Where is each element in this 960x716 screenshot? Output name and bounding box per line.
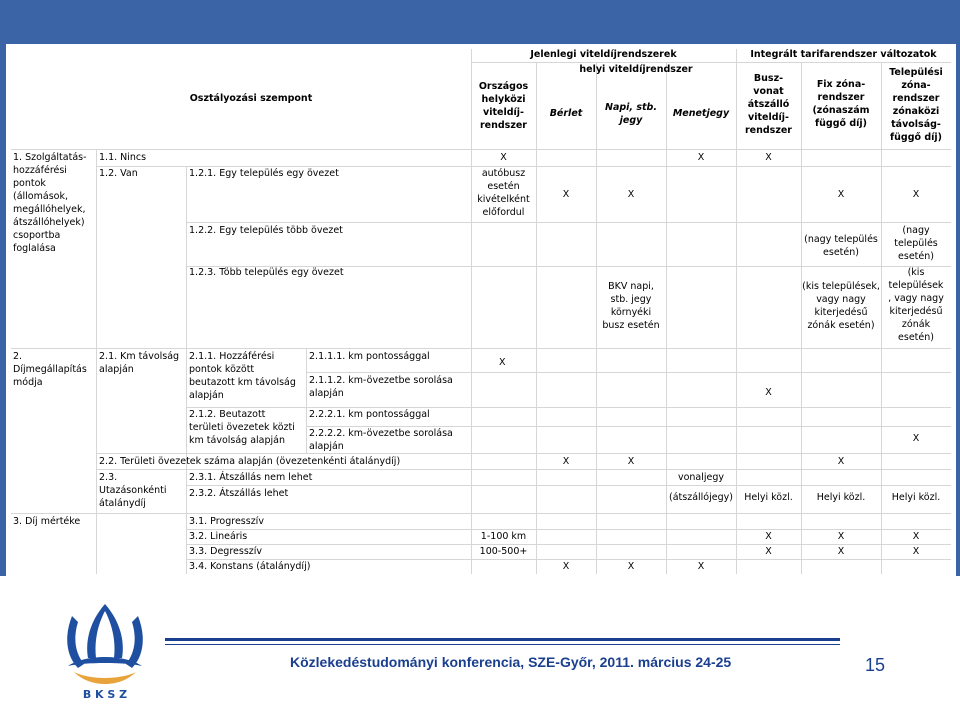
header-integrated-systems: Integrált tarifarendszer változatok bbox=[750, 49, 937, 60]
row1-2-1: 1.2.1. Egy település egy övezet bbox=[189, 168, 339, 179]
row2-1-1-1: 2.1.1.1. km pontossággal bbox=[309, 351, 430, 362]
row1-2-3-settlement: (kis települések , vagy nagy kiterjedésű zónák esetén) bbox=[888, 267, 944, 343]
bksz-logo bbox=[60, 596, 150, 706]
mark: X bbox=[765, 546, 772, 557]
row2-3-2-local: Helyi közl. bbox=[744, 492, 793, 503]
row2-3-2: 2.3.2. Átszállás lehet bbox=[189, 488, 289, 499]
mark: X bbox=[837, 531, 845, 542]
row2-2: 2.2. Területi övezetek száma alapján (övezetenkénti átalánydíj) bbox=[99, 456, 401, 467]
row2-3-1: 2.3.1. Átszállás nem lehet bbox=[189, 472, 313, 483]
row3-4: 3.4. Konstans (átalánydíj) bbox=[189, 561, 311, 572]
conference-title: Közlekedéstudományi konferencia, SZE-Győr, 2011. március 24-25 bbox=[290, 654, 732, 670]
row2-1: 2.1. Km távolság alapján bbox=[99, 351, 180, 375]
header-daily-ticket: Napi, stb. jegy bbox=[605, 102, 657, 126]
row1-2-3-bkv: BKV napi, stb. jegy környéki busz esetén bbox=[602, 281, 660, 331]
mark: X bbox=[765, 152, 772, 163]
row3-1: 3.1. Progresszív bbox=[189, 516, 264, 527]
row1-2-2-fixed: (nagy település esetén) bbox=[804, 234, 878, 258]
mark: X bbox=[837, 546, 845, 557]
header-national: Országos helyközi viteldíj- rendszer bbox=[478, 81, 529, 131]
mark: X bbox=[697, 561, 705, 572]
mark: X bbox=[562, 189, 570, 200]
logo-letters: B K S Z bbox=[82, 688, 128, 701]
page-number: 15 bbox=[864, 655, 886, 675]
header-bus-train: Busz- vonat átszálló viteldíj- rendszer bbox=[744, 73, 792, 136]
mark: X bbox=[912, 433, 920, 444]
header-single-ticket: Menetjegy bbox=[672, 108, 730, 119]
row2-3-2-transfer: (átszállójegy) bbox=[669, 492, 733, 503]
mark: X bbox=[912, 546, 920, 557]
footer-rule bbox=[165, 638, 840, 641]
mark: X bbox=[562, 456, 570, 467]
row2-3-2-local: Helyi közl. bbox=[891, 492, 941, 503]
mark: X bbox=[697, 152, 705, 163]
mark: X bbox=[837, 189, 845, 200]
header-fixed-zone: Fix zóna- rendszer (zónaszám függő díj) bbox=[812, 79, 870, 129]
row2-2-2-2: 2.2.2.2. km-övezetbe sorolása alapján bbox=[309, 428, 453, 452]
mark: X bbox=[562, 561, 570, 572]
mark: X bbox=[765, 387, 772, 398]
header-pass: Bérlet bbox=[549, 108, 583, 119]
row3-2-km: 1-100 km bbox=[480, 531, 527, 542]
row1-2-3: 1.2.3. Több település egy övezet bbox=[189, 267, 344, 278]
mark: X bbox=[912, 189, 920, 200]
row1-2-3-fixed: (kis települések, vagy nagy kiterjedésű zónák esetén) bbox=[802, 281, 880, 331]
header-criterion: Osztályozási szempont bbox=[189, 93, 313, 104]
mark: X bbox=[627, 561, 635, 572]
header-current-systems: Jelenlegi viteldíjrendszerek bbox=[530, 49, 677, 60]
row2-3: 2.3. Utazásonkénti átalánydíj bbox=[99, 472, 167, 509]
row2-1-2: 2.1.2. Beutazott területi övezetek közti km távolság alapján bbox=[189, 409, 295, 446]
header-local-system: helyi viteldíjrendszer bbox=[579, 64, 693, 75]
mark: X bbox=[765, 531, 772, 542]
row3-2: 3.2. Lineáris bbox=[189, 531, 248, 542]
mark: X bbox=[627, 189, 635, 200]
row1-2-2-settlement: (nagy település esetén) bbox=[894, 225, 938, 262]
mark: X bbox=[500, 152, 507, 163]
row1-none: 1.1. Nincs bbox=[99, 152, 147, 163]
header-settlement-zone: Települési zóna- rendszer zónaközi távolság- függő díj) bbox=[889, 67, 943, 143]
row1-label: 1. Szolgáltatás- hozzáférési pontok (állomások, megállóhelyek, átszállóhelyek) csoportba foglalása bbox=[13, 152, 87, 254]
mark: X bbox=[627, 456, 635, 467]
row3-3-km: 100-500+ bbox=[479, 546, 528, 557]
row2-2-2-1: 2.2.2.1. km pontossággal bbox=[309, 409, 430, 420]
row2-3-2-local: Helyi közl. bbox=[816, 492, 866, 503]
row1-2-1-bus: autóbusz esetén kivételként előfordul bbox=[477, 168, 530, 218]
row3-label: 3. Díj mértéke bbox=[13, 516, 81, 527]
row2-1-1-2: 2.1.1.2. km-övezetbe sorolása alapján bbox=[309, 375, 453, 399]
row1-yes: 1.2. Van bbox=[99, 168, 138, 179]
row2-3-1-line: vonaljegy bbox=[677, 472, 725, 483]
row3-3: 3.3. Degresszív bbox=[189, 546, 263, 557]
row2-1-1: 2.1.1. Hozzáférési pontok között beutazott km távolság alapján bbox=[189, 351, 296, 401]
row1-2-2: 1.2.2. Egy település több övezet bbox=[189, 225, 343, 236]
row2-label: 2. Díjmegállapítás módja bbox=[13, 351, 87, 388]
table-slide bbox=[6, 44, 956, 576]
mark: X bbox=[837, 456, 845, 467]
mark: X bbox=[499, 357, 506, 368]
mark: X bbox=[912, 531, 920, 542]
footer-rule-thin bbox=[165, 644, 840, 645]
